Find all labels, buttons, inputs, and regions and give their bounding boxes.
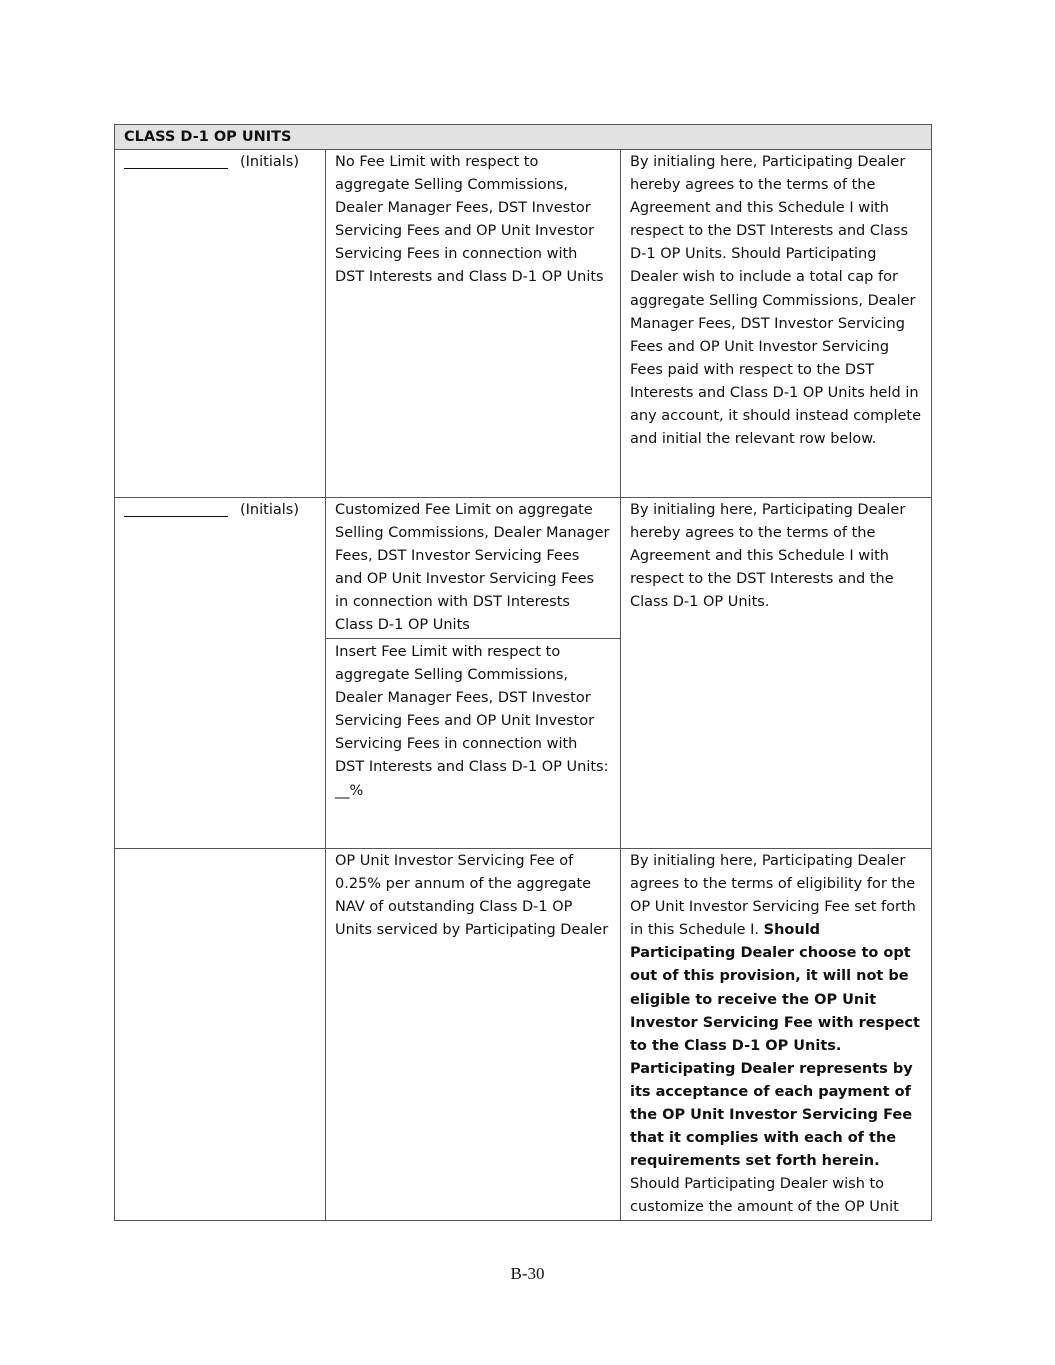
table-row [115, 498, 932, 849]
table-row [115, 849, 932, 1221]
agreement-cell [621, 498, 932, 849]
agreement-cell [621, 849, 932, 1221]
fee-option-cell [326, 498, 621, 849]
class-d1-op-units-table [114, 124, 932, 1221]
agreement-text-intro: By initialing here, Participating Dealer agrees to the terms of eligibility for the OP Unit Investor Servicing Fee set forth in this Schedule I. [630, 853, 916, 939]
agreement-text-bold: Should Participating Dealer choose to opt out of this provision, it will not be eligible to receive the OP Unit Investor Servicing Fee with respect to the Class D-1 OP Units. Participating Dealer represents by its acceptance of each payment of the OP Unit Investor Servicing Fee that it complies with each of the requirements set forth herein. [630, 922, 920, 1170]
fee-option-text: Customized Fee Limit on aggregate Selling Commissions, Dealer Manager Fees, DST Investor Servicing Fees and OP Unit Investor Servicing Fees in connection with DST Interests Class D-1 OP Units [335, 502, 610, 634]
fee-option-text: No Fee Limit with respect to aggregate Selling Commissions, Dealer Manager Fees, DST Investor Servicing Fees and OP Unit Investor Servicing Fees in connection with DST Interests and Class D-1 OP Units [335, 154, 604, 286]
initials-cell [115, 498, 326, 849]
agreement-text-continued: Should Participating Dealer wish to customize the amount of the OP Unit [630, 1176, 899, 1216]
fee-option-text: OP Unit Investor Servicing Fee of 0.25% per annum of the aggregate NAV of outstanding Class D-1 OP Units serviced by Participating Dealer [335, 853, 609, 939]
agreement-text [621, 849, 931, 1220]
initials-blank-line[interactable] [124, 499, 228, 517]
fee-option-cell [326, 849, 621, 1221]
initials-cell [115, 849, 326, 1221]
initials-label: (Initials) [240, 154, 299, 170]
agreement-text: By initialing here, Participating Dealer hereby agrees to the terms of the Agreement and this Schedule I with respect to the DST Interests and Class D-1 OP Units. Should Participating Dealer wish to include a total cap for aggregate Selling Commissions, Dealer Manager Fees, DST Investor Servicing Fees and OP Unit Investor Servicing Fees paid with respect to the DST Interests and Class D-1 OP Units held in any account, it should instead complete and initial the relevant row below. [630, 154, 922, 448]
agreement-text: By initialing here, Participating Dealer hereby agrees to the terms of the Agreement and this Schedule I with respect to the DST Interests and the Class D-1 OP Units. [630, 502, 906, 611]
fee-option-cell [326, 150, 621, 498]
initials-label: (Initials) [240, 502, 299, 518]
page-number: B-30 [510, 1264, 545, 1283]
table-header: CLASS D-1 OP UNITS [115, 125, 932, 150]
table-row [115, 150, 932, 498]
agreement-cell [621, 150, 932, 498]
fee-limit-input-text[interactable]: Insert Fee Limit with respect to aggregate Selling Commissions, Dealer Manager Fees, DST Investor Servicing Fees and OP Unit Investor Servicing Fees in connection with DST Interests and Class D-1 OP Units: __% [326, 638, 620, 803]
initials-blank-line[interactable] [124, 151, 228, 169]
initials-cell [115, 150, 326, 498]
